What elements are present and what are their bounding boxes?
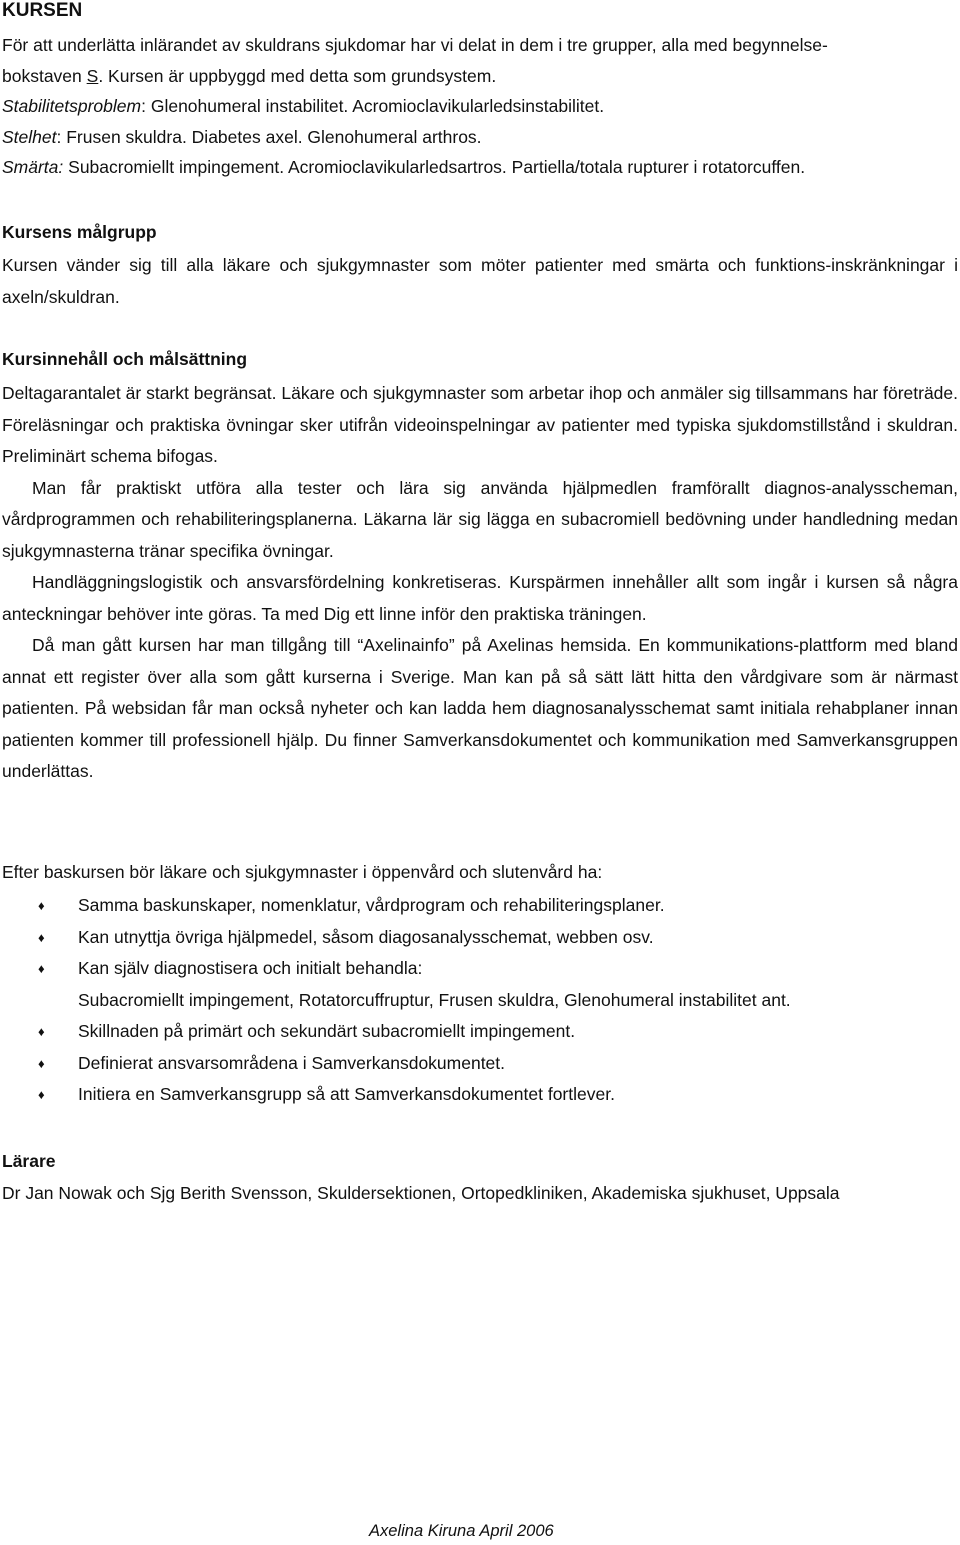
target-heading: Kursens målgrupp	[2, 222, 157, 242]
list-item-text: Kan utnyttja övriga hjälpmedel, såsom diagosanalysschemat, webben osv.	[78, 926, 654, 947]
underlined-letter: S	[86, 65, 99, 86]
group-label: Stabilitetsproblem	[2, 96, 142, 116]
diamond-bullet-icon: ♦	[38, 1055, 45, 1071]
list-item-text: Initiera en Samverkansgrupp så att Samverkansdokumentet fortlever.	[78, 1084, 615, 1104]
diamond-bullet-icon: ♦	[38, 898, 45, 913]
diamond-bullet-icon: ♦	[38, 929, 45, 945]
list-item	[2, 1048, 958, 1080]
content-heading: Kursinnehåll och målsättning	[2, 349, 248, 369]
group-line-stiffness	[2, 122, 958, 153]
content-paragraph: Man får praktiskt utföra alla tester och lära sig använda hjälpmedlen framförallt diagnos-analysscheman, vårdprogrammen och rehabiliteringsplanerna. Läkarna lär sig lägga en subacromiell bedövning under handledning medan sjukgymnasterna tränar specifika övningar.	[2, 477, 958, 561]
group-line-pain	[2, 152, 958, 183]
teachers-text: Dr Jan Nowak och Sjg Berith Svensson, Skuldersektionen, Ortopedkliniken, Akademiska sjukhuset, Uppsala	[2, 1183, 840, 1203]
list-item	[2, 1016, 958, 1048]
content-section	[2, 378, 958, 788]
content-paragraph: Då man gått kursen har man tillgång till “Axelinainfo” på Axelinas hemsida. En kommunikations-plattform med bland annat ett register över alla som gått kurserna i Sverige. Man kan på så sätt lätt hitta den vårdgivare som är närmast patienten. På websidan får man också nyheter och kan ladda hem diagnosanalysschemat samt initiala rehabplaner innan patienten kommer till professionell hjälp. Du finner Samverkansdokumentet och kommunikation med Samverkansgruppen underlättas.	[2, 635, 958, 781]
group-line-stability	[2, 91, 958, 122]
list-item	[2, 953, 958, 1016]
list-item	[2, 890, 958, 922]
diamond-bullet-icon: ♦	[38, 1024, 45, 1039]
content-paragraph: Deltagarantalet är starkt begränsat. Läkare och sjukgymnaster som arbetar ihop och anmäler sig tillsammans har företräde. Föreläsningar och praktiska övningar sker utifrån videoinspelningar av patienter med typiska sjukdomstillstånd i skuldran. Preliminärt schema bifogas.	[2, 383, 958, 466]
intro-line	[2, 30, 958, 61]
outcomes-list	[2, 890, 958, 1111]
page-title: KURSEN	[2, 0, 83, 21]
intro-text: . Kursen är uppbyggd med detta som grundsystem.	[98, 65, 497, 86]
target-paragraph	[2, 250, 958, 313]
target-text: Kursen vänder sig till alla läkare och sjukgymnaster som möter patienter med smärta och funktions-inskränkningar i axeln/skuldran.	[2, 255, 958, 307]
outcomes-intro: Efter baskursen bör läkare och sjukgymnaster i öppenvård och slutenvård ha:	[2, 862, 603, 882]
diamond-bullet-icon: ♦	[38, 1087, 45, 1102]
intro-section	[2, 30, 958, 183]
list-item-text: Skillnaden på primärt och sekundärt subacromiellt impingement.	[78, 1021, 576, 1041]
teachers-heading: Lärare	[2, 1151, 56, 1171]
group-text: Subacromiellt impingement. Acromioclavikularledsartros. Partiella/totala rupturer i rotatorcuffen.	[63, 157, 806, 177]
group-label: Stelhet	[2, 126, 57, 147]
intro-line	[2, 61, 958, 92]
intro-text: För att underlätta inlärandet av skuldrans sjukdomar har vi delat in dem i tre grupper, alla med begynnelse-	[2, 35, 828, 55]
list-item-text: Kan själv diagnostisera och initialt behandla:	[78, 958, 423, 978]
page-footer: Axelina Kiruna April 2006	[369, 1522, 554, 1540]
group-text: : Frusen skuldra. Diabetes axel. Glenohumeral arthros.	[56, 126, 482, 147]
group-text: : Glenohumeral instabilitet. Acromioclavikularledsinstabilitet.	[141, 96, 605, 116]
list-item	[2, 922, 958, 954]
list-item	[2, 1079, 958, 1111]
group-label: Smärta:	[2, 157, 64, 177]
list-item-subtext: Subacromiellt impingement, Rotatorcuffruptur, Frusen skuldra, Glenohumeral instabilitet ant.	[78, 989, 791, 1010]
content-paragraph: Handläggningslogistik och ansvarsfördelning konkretiseras. Kurspärmen innehåller allt som ingår i kursen så några anteckningar behöver inte göras. Ta med Dig ett linne inför den praktiska träningen.	[2, 572, 958, 624]
diamond-bullet-icon: ♦	[38, 961, 45, 976]
intro-text: bokstaven	[2, 65, 87, 86]
list-item-text: Samma baskunskaper, nomenklatur, vårdprogram och rehabiliteringsplaner.	[78, 895, 665, 915]
list-item-text: Definierat ansvarsområdena i Samverkansdokumentet.	[78, 1052, 506, 1073]
